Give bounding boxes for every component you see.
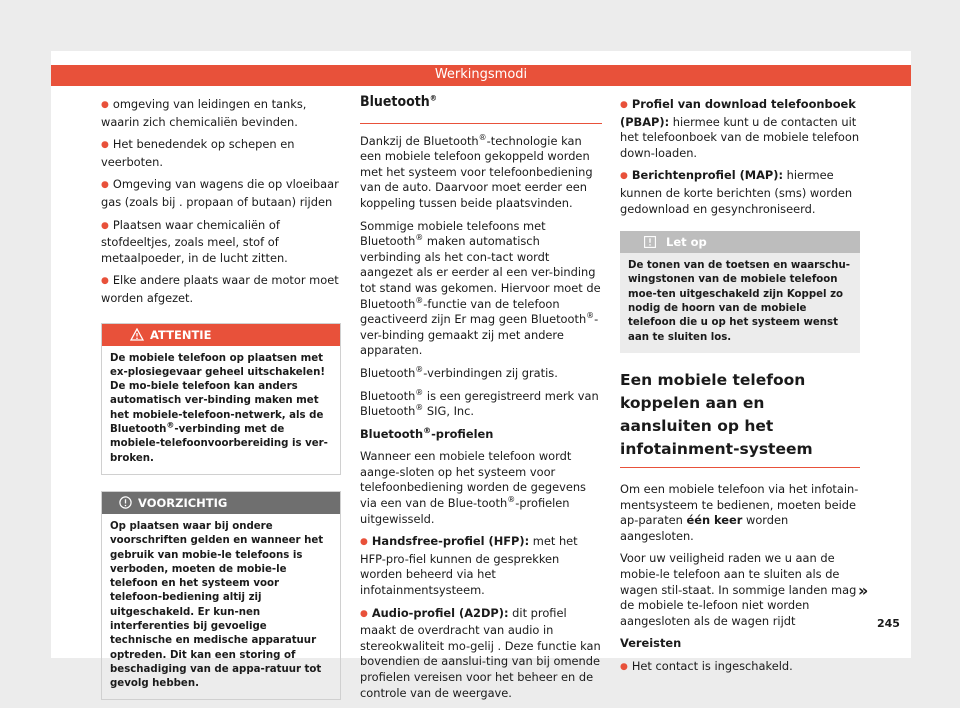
page-title: Werkingsmodi [434,67,528,82]
attention-text: De mobiele telefoon op plaatsen met ex-plosiegevaar geheel uitschakelen! De mo-biele telefoon kan anders automatisch ver-binding maken met het mobiele-telefoon-netwerk, als de Bluetooth®-verbinding met de mobiele-telefoonvoorbereiding is ver-broken. [110,352,328,464]
section-heading-bluetooth: Bluetooth® [360,95,602,124]
paragraph: Dankzij de Bluetooth®-technologie kan een mobiele telefoon gekoppeld worden met het systeem voor telefoonbediening van de auto. Daarvoor moet eerder een koppeling tussen beide plaatsvinden. [360,132,593,210]
section-heading-pairing: Een mobiele telefoon koppelen aan en aansluiten op het infotainment-systeem [620,369,860,468]
column-left [101,97,341,700]
paragraph: Voor uw veiligheid raden we u aan de mobie-le telefoon aan te sluiten als de wagen stil-staat. In sommige landen mag de mobiele te-lefoon niet worden aangesloten als de wagen rijdt [620,551,857,628]
note-icon [644,236,656,248]
list-item: ● Elke andere plaats waar de motor moet worden afgezet. [101,273,341,306]
list-item: ● Het benedendek op schepen en veerboten. [101,137,341,170]
page-number: 245 [877,617,900,630]
paragraph: Sommige mobiele telefoons met Bluetooth® maken automatisch verbinding als het con-tact wordt aangezet als er eerder al een ver-binding tot stand was gekomen. Hiervoor moet de Bluetooth®-functie van de telefoon geactiveerd zijn Er mag geen Bluetooth®-ver-binding gemaakt zij met andere apparaten. [360,218,601,358]
paragraph: Bluetooth®-verbindingen zij gratis. [360,365,558,380]
list-item: ● Plaatsen waar chemicaliën of stofdeeltjes, zoals meel, stof of metaalpoeder, in de lucht zitten. [101,218,341,267]
caution-header [102,492,340,514]
column-middle [360,93,602,708]
attention-header [102,324,340,346]
paragraph: Wanneer een mobiele telefoon wordt aange-sloten op het systeem voor telefoonbediening worden de gegevens via een van de Blue-tooth®-profielen uitgewisseld. [360,449,586,526]
caution-text: Op plaatsen waar bij ondere voorschriften gelden en wanneer het gebruik van mobie-le telefoons is verboden, moeten de mobie-le telefoon en het systeem voor telefoon-bediening altij zij uitgeschakeld. Er kun-nen interferenties bij gevoelige technische en medische apparatuur optreden. Dit kan een storing of beschadiging van de appa-ratuur tot gevolg hebben. [110,520,324,690]
subheading-profiles: Bluetooth®-profielen [360,425,494,441]
continue-arrow: » [858,581,869,600]
list-item: ● Profiel van download telefoonboek (PBAP): hiermee kunt u de contacten uit het telefoonboek van de mobiele telefoon down-loaden. [620,97,860,161]
header-bar [51,65,911,86]
attention-box [101,323,341,475]
list-item: ● Audio-profiel (A2DP): dit profiel maakt de overdracht van audio in stereokwaliteit mo-gelij . Deze functie kan bovendien de aanslui-ting van bij omende profielen vereisen voor het beheer en de controle van de weergave. [360,606,602,702]
paragraph: Bluetooth® is een geregistreerd merk van Bluetooth® SIG, Inc. [360,387,599,419]
list-item: ● Het contact is ingeschakeld. [620,659,860,677]
warning-triangle-icon [130,328,144,341]
note-title: Let op [666,235,707,250]
note-header [620,231,860,253]
list-item: ● Handsfree-profiel (HFP): met het HFP-pro-fiel kunnen de gesprekken worden beheerd via het infotainmentsysteem. [360,534,602,598]
info-circle-icon [119,496,132,509]
list-item: ● Omgeving van wagens die op vloeibaar gas (zoals bij . propaan of butaan) rijden [101,177,341,210]
caution-box [101,491,341,701]
list-item: ● omgeving van leidingen en tanks, waarin zich chemicaliën bevinden. [101,97,341,130]
attention-title: ATTENTIE [150,327,212,342]
list-item: ● Berichtenprofiel (MAP): hiermee kunnen de korte berichten (sms) worden gedownload en gesynchroniseerd. [620,168,860,217]
caution-title: VOORZICHTIG [138,495,228,510]
column-right [620,97,860,683]
note-box [620,231,860,353]
note-text: De tonen van de toetsen en waarschu-wingstonen van de mobiele telefoon moe-ten uitgeschakeld zijn Koppel zo nodig de hoorn van de mobiele telefoon die u op het systeem wenst aan te sluiten los. [620,253,860,353]
subheading-requirements: Vereisten [620,636,682,651]
paragraph: Om een mobiele telefoon via het infotain-mentsysteem te bedienen, moeten beide ap-paraten één keer worden aangesloten. [620,481,859,543]
